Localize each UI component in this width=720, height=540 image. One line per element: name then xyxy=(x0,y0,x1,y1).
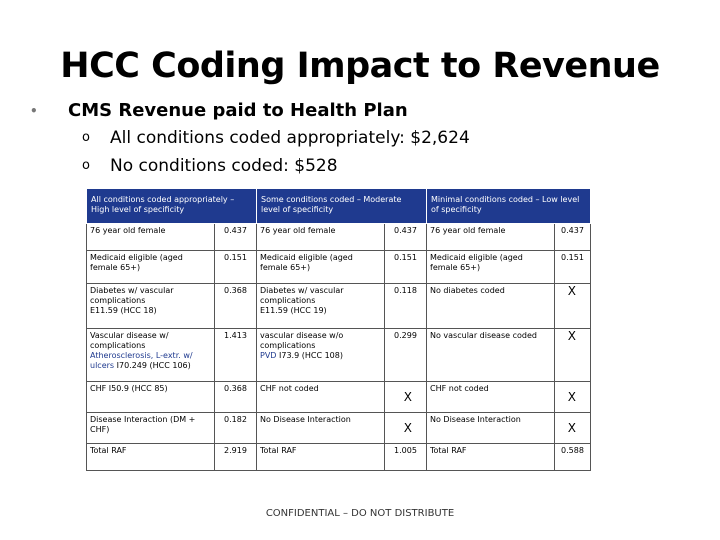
x-mark: X xyxy=(555,413,591,444)
x-mark: X xyxy=(555,382,591,413)
condition-link-text: PVD xyxy=(260,351,277,360)
table-cell: No Disease Interaction xyxy=(427,413,555,444)
table-cell: 76 year old female xyxy=(257,224,385,251)
table-cell: 0.437 xyxy=(385,224,427,251)
bullet-sub-1 xyxy=(30,124,690,152)
table-cell: 0.368 xyxy=(215,284,257,329)
bullet-sub-2 xyxy=(30,152,690,180)
condition-code: E11.59 (HCC 18) xyxy=(90,306,157,315)
table-row xyxy=(87,329,591,382)
table-cell: 0.368 xyxy=(215,382,257,413)
table-row xyxy=(87,251,591,284)
table-row-total xyxy=(87,444,591,471)
x-mark: X xyxy=(555,284,591,329)
x-mark: X xyxy=(385,413,427,444)
table-cell: 0.118 xyxy=(385,284,427,329)
x-mark: X xyxy=(555,329,591,382)
table-header-row xyxy=(87,189,591,224)
bullet-list xyxy=(30,98,690,180)
condition-code: I70.249 (HCC 106) xyxy=(114,361,191,370)
page-title: HCC Coding Impact to Revenue xyxy=(60,46,660,86)
bullet-sub-2-text: No conditions coded: $528 xyxy=(110,156,338,176)
table-cell: 2.919 xyxy=(215,444,257,471)
table-cell: 0.151 xyxy=(555,251,591,284)
ring-bullet-icon: o xyxy=(82,130,90,145)
table-cell xyxy=(257,284,385,329)
table-cell: 0.299 xyxy=(385,329,427,382)
table-cell: 0.151 xyxy=(215,251,257,284)
table-cell xyxy=(87,284,215,329)
table-row xyxy=(87,284,591,329)
table-cell: 76 year old female xyxy=(87,224,215,251)
column-header-high: All conditions coded appropriately – High level of specificity xyxy=(87,189,257,224)
condition-text: vascular disease w/o complications xyxy=(260,331,344,350)
table-cell: 1.005 xyxy=(385,444,427,471)
table-cell: 0.437 xyxy=(215,224,257,251)
table-cell: 0.588 xyxy=(555,444,591,471)
condition-text: Diabetes w/ vascular complications xyxy=(90,286,174,305)
table-cell: No Disease Interaction xyxy=(257,413,385,444)
table-cell: Medicaid eligible (aged female 65+) xyxy=(257,251,385,284)
bullet-sub-1-text: All conditions coded appropriately: $2,624 xyxy=(110,128,470,148)
table-cell: No vascular disease coded xyxy=(427,329,555,382)
x-mark: X xyxy=(385,382,427,413)
condition-link-text: Atherosclerosis, L-extr. w/ ulcers xyxy=(90,351,193,370)
table-row xyxy=(87,224,591,251)
condition-code: I73.9 (HCC 108) xyxy=(276,351,343,360)
table-cell: Medicaid eligible (aged female 65+) xyxy=(87,251,215,284)
table-cell: 0.182 xyxy=(215,413,257,444)
table-cell: Disease Interaction (DM + CHF) xyxy=(87,413,215,444)
table-cell: 1.413 xyxy=(215,329,257,382)
bullet-main xyxy=(30,98,690,124)
table-cell xyxy=(87,329,215,382)
table-cell: Total RAF xyxy=(257,444,385,471)
table-row xyxy=(87,382,591,413)
table-cell: Total RAF xyxy=(427,444,555,471)
table-cell: 76 year old female xyxy=(427,224,555,251)
condition-code: E11.59 (HCC 19) xyxy=(260,306,327,315)
table-cell: No diabetes coded xyxy=(427,284,555,329)
condition-text: Diabetes w/ vascular complications xyxy=(260,286,344,305)
ring-bullet-icon: o xyxy=(82,158,90,173)
bullet-dot-icon: • xyxy=(30,104,38,118)
table-cell: 0.437 xyxy=(555,224,591,251)
table-cell: CHF I50.9 (HCC 85) xyxy=(87,382,215,413)
table-cell: Medicaid eligible (aged female 65+) xyxy=(427,251,555,284)
table-cell: CHF not coded xyxy=(427,382,555,413)
column-header-low: Minimal conditions coded – Low level of specificity xyxy=(427,189,591,224)
bullet-main-text: CMS Revenue paid to Health Plan xyxy=(68,100,408,121)
table-row xyxy=(87,413,591,444)
condition-text: Vascular disease w/ complications xyxy=(90,331,169,350)
hcc-comparison-table xyxy=(86,188,591,471)
column-header-moderate: Some conditions coded – Moderate level of specificity xyxy=(257,189,427,224)
table-cell: 0.151 xyxy=(385,251,427,284)
table-cell: CHF not coded xyxy=(257,382,385,413)
table-cell: Total RAF xyxy=(87,444,215,471)
table-cell xyxy=(257,329,385,382)
confidential-footer: CONFIDENTIAL – DO NOT DISTRIBUTE xyxy=(265,508,455,519)
